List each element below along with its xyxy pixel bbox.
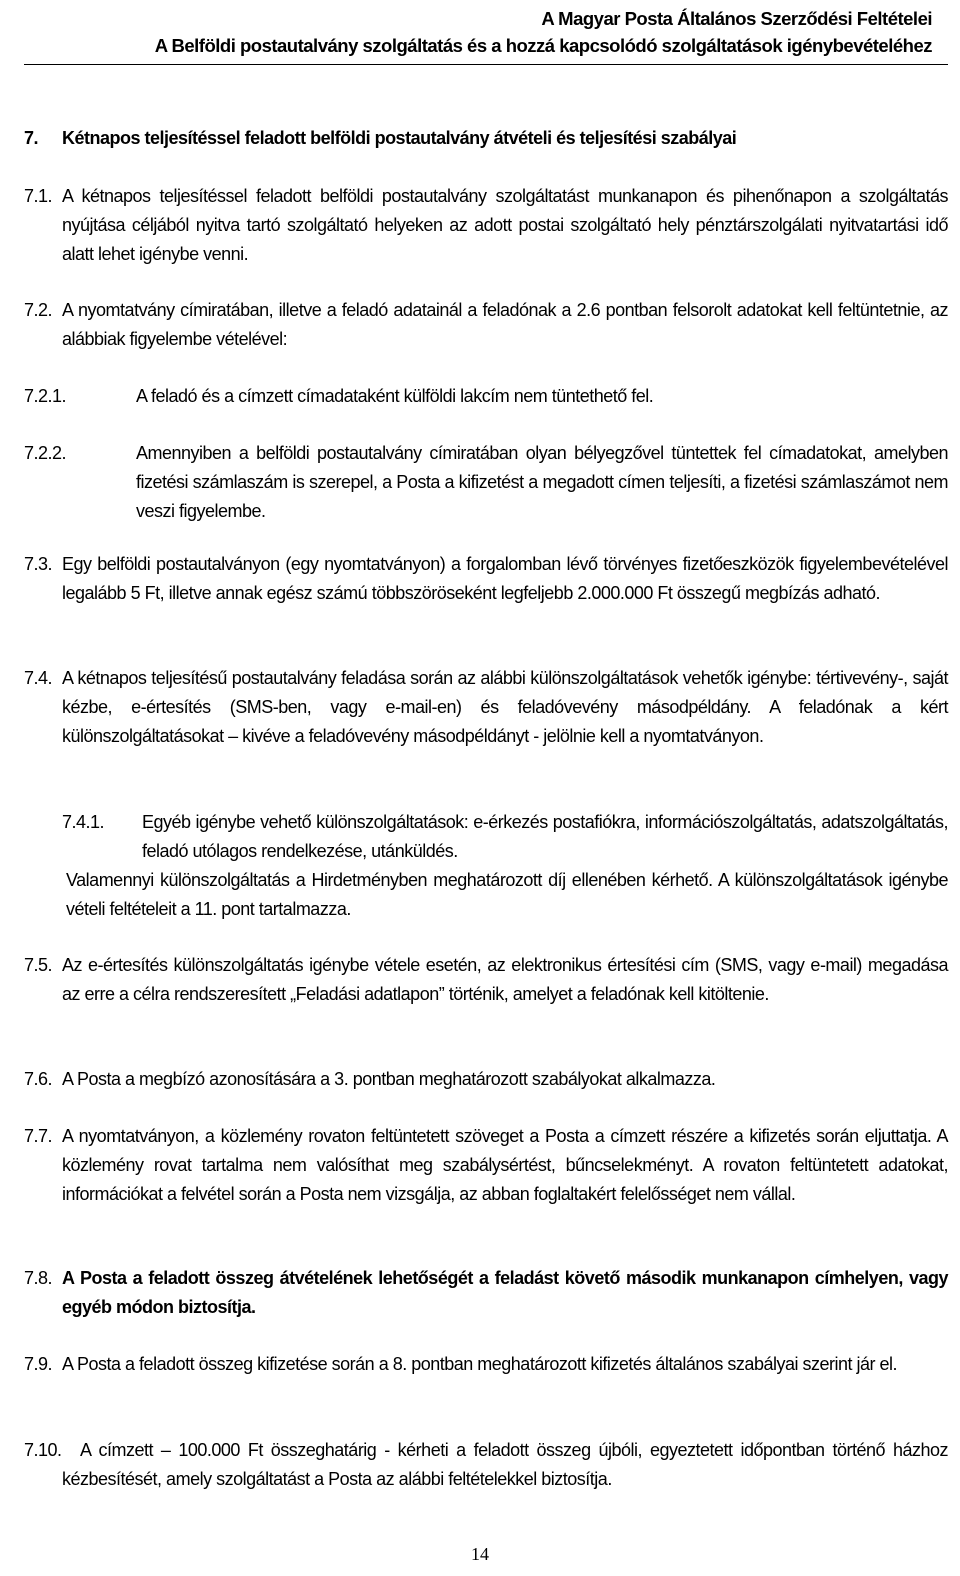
- page-number: 14: [471, 1544, 489, 1564]
- paragraph-text: Amennyiben a belföldi postautalvány címiratában olyan bélyegzővel tüntettek fel címadatokat, amelyben fizetési számlaszám is szerepel, a Posta a kifizetést a megadott címen teljesíti, a fizetési számlaszámot nem veszi figyelembe.: [136, 443, 948, 521]
- paragraph-7-8: [24, 1264, 948, 1322]
- page-header: [0, 0, 960, 70]
- section-heading: [24, 124, 948, 153]
- paragraph-text: A Posta a megbízó azonosítására a 3. pontban meghatározott szabályokat alkalmazza.: [62, 1069, 716, 1089]
- paragraph-7-9: [24, 1350, 948, 1379]
- paragraph-text: A nyomtatvány címiratában, illetve a feladó adatainál a feladónak a 2.6 pontban felsorolt adatokat kell feltüntetnie, az alábbiak figyelembe vételével:: [62, 300, 948, 349]
- paragraph-number: 7.2.: [24, 300, 53, 320]
- paragraph-7-5: [24, 951, 948, 1009]
- paragraph-number: 7.4.: [24, 668, 53, 688]
- paragraph-7-3: [24, 550, 948, 608]
- section-title: Kétnapos teljesítéssel feladott belföldi postautalvány átvételi és teljesítési szabályai: [62, 128, 737, 148]
- paragraph-text: A címzett – 100.000 Ft összeghatárig - kérheti a feladott összeg újbóli, egyeztetett időpontban történő házhoz kézbesítését, amely szolgáltatást a Posta az alábbi feltételekkel biztosítja.: [62, 1440, 948, 1489]
- paragraph-text: A Posta a feladott összeg átvételének lehetőségét a feladást követő második munkanapon címhelyen, vagy egyéb módon biztosítja.: [62, 1268, 948, 1317]
- paragraph-number: 7.1.: [24, 186, 53, 206]
- header-divider: [24, 64, 948, 65]
- paragraph-7-4-1-note: [62, 866, 948, 924]
- section-number: 7.: [24, 128, 39, 148]
- paragraph-text: A kétnapos teljesítéssel feladott belföldi postautalvány szolgáltatást munkanapon és pihenőnapon a szolgáltatás nyújtása céljából nyitva tartó szolgáltató helyeken az adott postai szolgáltató hely pénztárszolgálati nyitvatartási idő alatt lehet igénybe venni.: [62, 186, 948, 264]
- paragraph-7-4: [24, 664, 948, 751]
- paragraph-text: Egyéb igénybe vehető különszolgáltatások: e-érkezés postafiókra, információszolgáltatás, adatszolgáltatás, feladó utólagos rendelkezése, utánküldés.: [142, 812, 948, 861]
- paragraph-text: A Posta a feladott összeg kifizetése során a 8. pontban meghatározott kifizetés általános szabályai szerint jár el.: [62, 1354, 898, 1374]
- paragraph-7-2-1: [24, 382, 948, 411]
- paragraph-7-6: [24, 1065, 948, 1094]
- paragraph-text: Valamennyi különszolgáltatás a Hirdetményben meghatározott díj ellenében kérhető. A különszolgáltatások igénybe vételi feltételeit a 11. pont tartalmazza.: [66, 870, 948, 919]
- paragraph-text: A nyomtatványon, a közlemény rovaton feltüntetett szöveget a Posta a címzett részére a kifizetés során eljuttatja. A közlemény rovat tartalma nem valósíthat meg szabálysértést, bűncselekményt. A rovaton feltüntetett adatokat, információkat a felvétel során a Posta nem vizsgálja, az abban foglaltakért felelősséget nem vállal.: [62, 1126, 948, 1204]
- paragraph-7-4-1: [62, 808, 948, 866]
- paragraph-number: 7.2.1.: [24, 386, 67, 406]
- paragraph-number: 7.8.: [24, 1268, 53, 1288]
- paragraph-number: 7.4.1.: [62, 812, 105, 832]
- paragraph-number: 7.2.2.: [24, 443, 67, 463]
- paragraph-7-1: [24, 182, 948, 269]
- paragraph-7-2-2: [24, 439, 948, 526]
- header-subtitle: A Belföldi postautalvány szolgáltatás és a hozzá kapcsolódó szolgáltatások igénybevételéhez: [154, 35, 932, 56]
- paragraph-text: A kétnapos teljesítésű postautalvány feladása során az alábbi különszolgáltatások vehetők igénybe: tértivevény-, saját kézbe, e-értesítés (SMS-ben, vagy e-mail-en) és feladóvevény másodpéldány. A feladónak a kért különszolgáltatásokat – kivéve a feladóvevény másodpéldányt - jelölnie kell a nyomtatványon.: [62, 668, 948, 746]
- paragraph-number: 7.10.: [24, 1440, 62, 1460]
- paragraph-number: 7.7.: [24, 1126, 53, 1146]
- header-title: A Magyar Posta Általános Szerződési Feltételei: [541, 8, 932, 29]
- paragraph-7-2: [24, 296, 948, 354]
- paragraph-7-10: [24, 1436, 948, 1494]
- paragraph-text: A feladó és a címzett címadataként külföldi lakcím nem tüntethető fel.: [136, 386, 654, 406]
- paragraph-number: 7.9.: [24, 1354, 53, 1374]
- paragraph-number: 7.3.: [24, 554, 53, 574]
- paragraph-number: 7.5.: [24, 955, 53, 975]
- paragraph-7-7: [24, 1122, 948, 1209]
- paragraph-text: Egy belföldi postautalványon (egy nyomtatványon) a forgalomban lévő törvényes fizetőeszközök figyelembevételével legalább 5 Ft, illetve annak egész számú többszöröseként legfeljebb 2.000.000 Ft összegű megbízás adható.: [62, 554, 948, 603]
- paragraph-number: 7.6.: [24, 1069, 53, 1089]
- paragraph-text: Az e-értesítés különszolgáltatás igénybe vétele esetén, az elektronikus értesítési cím (SMS, vagy e-mail) megadása az erre a célra rendszeresített „Feladási adatlapon” történik, amelyet a feladónak kell kitöltenie.: [62, 955, 948, 1004]
